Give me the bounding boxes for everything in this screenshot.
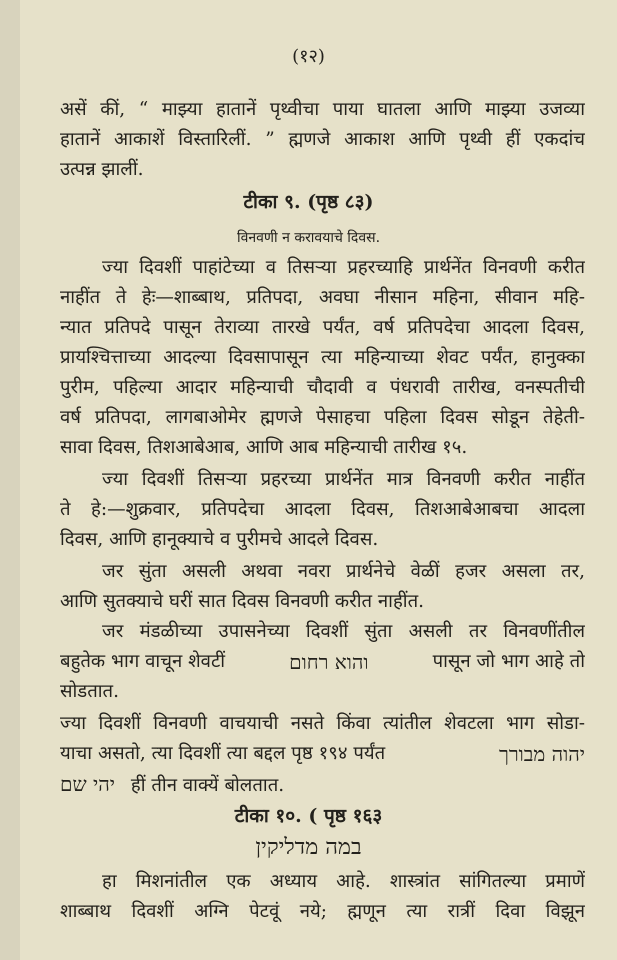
paragraph-1-line-1: असें कीं, “ माझ्या हातानें पृथ्वीचा पाया घातला आणि माझ्या उजव्या: [60, 99, 585, 120]
note-10-hebrew-title: במה מדליקין: [255, 835, 362, 860]
paragraph-2-line-1: ज्या दिवशीं पाहांटेच्या व तिसऱ्या प्रहरच्याहि प्रार्थनेंत विनवणी करीत: [102, 257, 585, 278]
paragraph-4-line-1: जर सुंता असली अथवा नवरा प्रार्थनेचे वेळीं हजर असला तर,: [102, 561, 585, 582]
paragraph-5-line-3: सोडतात.: [60, 681, 119, 702]
paragraph-4-line-2: आणि सुतक्याचे घरीं सात दिवस विनवणी करीत नाहींत.: [60, 591, 425, 612]
paragraph-6-line-3: [60, 770, 585, 800]
paragraph-7-line-2: शाब्बाथ दिवशीं अग्नि पेटवूं नये; ह्मणून त्या रात्रीं दिवा विझून: [60, 901, 585, 922]
note-10-heading: टीका १०. ( पृष्ठ १६३: [234, 805, 383, 827]
paragraph-2-line-5: पुरीम, पहिल्या आदार महिन्याची चौदावी व पंधरावी तारीख, वनस्पतीची: [60, 377, 585, 398]
hebrew-phrase-yehi-shem: יהי שם: [60, 772, 115, 796]
paragraph-7-line-1: हा मिशनांतील एक अध्याय आहे. शास्त्रांत सांगितल्या प्रमाणें: [102, 871, 585, 892]
paragraph-2-line-6: वर्ष प्रतिपदा, लागबाओमेर ह्मणजे पेसाहचा पहिला दिवस सोडून तेहेती-: [60, 407, 585, 428]
paragraph-5-line-2: [60, 648, 585, 676]
paragraph-3-line-1: ज्या दिवशीं तिसऱ्या प्रहरच्या प्रार्थनेंत मात्र विनवणी करीत नाहींत: [102, 469, 585, 490]
paragraph-3-line-3: दिवस, आणि हानूक्याचे व पुरीमचे आदले दिवस.: [60, 529, 379, 550]
paragraph-2-line-2: नाहींत ते हेः—शाब्बाथ, प्रतिपदा, अवघा नीसान महिना, सीवान महि-: [60, 287, 585, 308]
paragraph-5-line-2-end: पासून जो भाग आहे तो: [432, 651, 585, 672]
paragraph-6-line-3-end: हीं तीन वाक्यें बोलतात.: [130, 775, 285, 796]
paragraph-2-line-3: न्यात प्रतिपदे पासून तेराव्या तारखे पर्यंत, वर्ष प्रतिपदेचा आदला दिवस,: [60, 317, 585, 338]
paragraph-1-line-3: उत्पन्न झालीं.: [60, 159, 144, 180]
page-number: (१२): [292, 46, 325, 67]
paragraph-5-line-2-start: बहुतेक भाग वाचून शेवटीं: [60, 651, 226, 672]
paragraph-6-line-1: ज्या दिवशीं विनवणी वाचयाची नसते किंवा त्यांतील शेवटला भाग सोडा-: [60, 713, 585, 734]
paragraph-6-line-2-start: याचा असतो, त्या दिवशीं त्या बद्दल पृष्ठ १९४ पर्यंत: [60, 743, 386, 764]
paragraph-6-line-2: [60, 740, 585, 768]
paragraph-3-line-2: ते हे:—शुक्रवार, प्रतिपदेचा आदला दिवस, तिशआबेआबचा आदला: [60, 499, 585, 520]
note-9-heading: टीका ९. (पृष्ठ ८३): [243, 191, 374, 213]
paragraph-2-line-7: सावा दिवस, तिशआबेआब, आणि आब महिन्याची तारीख १५.: [60, 437, 468, 458]
paragraph-2-line-4: प्रायश्चित्ताच्या आदल्या दिवसापासून त्या महिन्याच्या शेवट पर्यंत, हानुक्का: [60, 347, 585, 368]
note-9-subheading: विनवणी न करावयाचे दिवस.: [236, 230, 381, 246]
paragraph-5-line-1: जर मंडळीच्या उपासनेच्या दिवशीं सुंता असली तर विनवणींतील: [102, 621, 585, 642]
hebrew-phrase-vehu-rachum: והוא רחום: [289, 650, 369, 674]
paragraph-1-line-2: हातानें आकाशें विस्तारिलीं. ” ह्मणजे आकाश आणि पृथ्वी हीं एकदांच: [60, 129, 585, 150]
hebrew-phrase-adonai-mevorach: יהוה מבורך: [499, 742, 585, 766]
